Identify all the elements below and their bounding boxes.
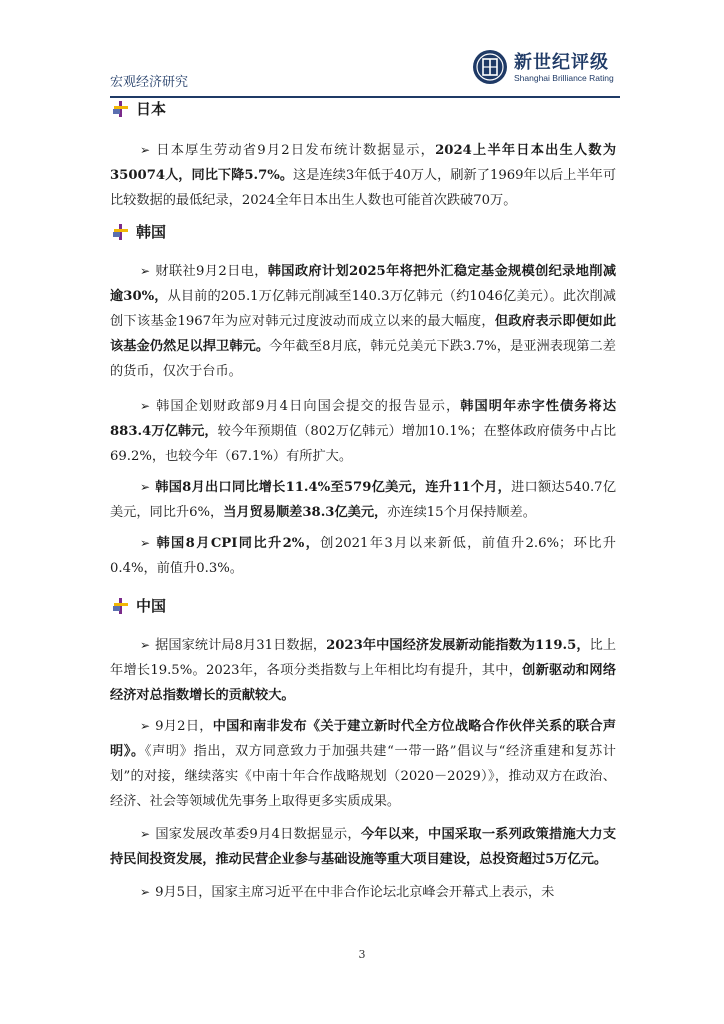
body-text: 从目前的205.1万亿韩元削减至140.3万亿韩元（约1046亿美元）。此次削减创下该基金1967年为应对韩元过度波动而成立以来的最大幅度， <box>110 289 616 329</box>
arrow-bullet-icon: ➢ <box>140 264 151 278</box>
body-text: 国家发展改革委9月4日数据显示， <box>155 827 361 842</box>
section-title: 中国 <box>136 597 167 615</box>
body-text: 较今年预期值（802万亿韩元）增加10.1%；在整体政府债务中占比69.2%，也较今年（67.1%）有所扩大。 <box>110 424 617 464</box>
body-text: 这是连续3年低于40万人，刷新了1969年以后上半年可比较数据的最低纪录，2024全年日本出生人数也可能首次跌破70万。 <box>110 168 617 208</box>
page-header <box>110 40 620 98</box>
body-text: 进口额达540.7亿美元，同比升6%， <box>110 480 617 520</box>
bullet-paragraph <box>110 822 616 872</box>
logo-emblem-icon <box>472 49 508 85</box>
section-bullet-icon <box>112 100 130 118</box>
arrow-bullet-icon: ➢ <box>140 480 151 494</box>
body-text: 今年截至8月底，韩元兑美元下跌3.7%，是亚洲表现第二差的货币，仅次于台币。 <box>110 339 616 379</box>
bullet-paragraph <box>110 880 616 905</box>
page-number: 3 <box>358 948 366 961</box>
body-text: 财联社9月2日电， <box>155 264 268 279</box>
emphasized-text: 但政府表示即便如此该基金仍然足以捍卫韩元。 <box>110 314 617 354</box>
arrow-bullet-icon: ➢ <box>140 827 151 841</box>
body-text: 9月2日， <box>155 719 213 734</box>
section-heading <box>110 221 616 243</box>
arrow-bullet-icon: ➢ <box>140 638 151 652</box>
bullet-paragraph <box>110 531 616 581</box>
emphasized-text: 韩国8月CPI同比升2%， <box>155 536 321 551</box>
brand-logo <box>472 46 620 88</box>
arrow-bullet-icon: ➢ <box>140 885 151 899</box>
body-text: 据国家统计局8月31日数据， <box>155 638 327 653</box>
section-heading <box>110 98 616 120</box>
arrow-bullet-icon: ➢ <box>140 719 151 733</box>
body-text: 日本厚生劳动省9月2日发布统计数据显示， <box>155 143 436 158</box>
emphasized-text: 创新驱动和网络经济对总指数增长的贡献较大。 <box>110 663 617 703</box>
emphasized-text: 今年以来，中国采取一系列政策措施大力支持民间投资发展，推动民营企业参与基础设施等重大项目建设，总投资超过5万亿元。 <box>110 827 617 867</box>
bullet-paragraph <box>110 259 616 384</box>
body-text: 亦连续15个月保持顺差。 <box>387 505 536 520</box>
bullet-paragraph <box>110 138 616 213</box>
emphasized-text: 韩国政府计划2025年将把外汇稳定基金规模创纪录地削减逾30%， <box>110 264 617 304</box>
bullet-paragraph <box>110 475 616 525</box>
section-heading <box>110 595 616 617</box>
body-text: 韩国企划财政部9月4日向国会提交的报告显示， <box>155 399 461 414</box>
emphasized-text: 韩国明年赤字性债务将达883.4万亿韩元， <box>110 399 617 439</box>
bullet-paragraph <box>110 394 616 469</box>
arrow-bullet-icon: ➢ <box>140 143 151 157</box>
section-title: 韩国 <box>136 223 167 241</box>
bullet-paragraph <box>110 633 616 708</box>
document-body <box>110 98 616 905</box>
body-text: 比上年增长19.5%。2023年，各项分类指数与上年相比均有提升，其中， <box>110 638 617 678</box>
logo-chinese-name: 新世纪评级 <box>514 52 609 73</box>
bullet-paragraph <box>110 714 616 814</box>
body-text: 创2021年3月以来新低，前值升2.6%；环比升0.4%，前值升0.3%。 <box>110 536 616 576</box>
section-bullet-icon <box>112 223 130 241</box>
arrow-bullet-icon: ➢ <box>140 399 151 413</box>
emphasized-text: 2024上半年日本出生人数为350074人，同比下降5.7%。 <box>110 143 617 183</box>
section-title: 日本 <box>136 100 167 118</box>
emphasized-text: 2023年中国经济发展新动能指数为119.5， <box>326 638 590 653</box>
arrow-bullet-icon: ➢ <box>140 536 151 550</box>
header-title: 宏观经济研究 <box>110 75 189 90</box>
body-text: 《声明》指出，双方同意致力于加强共建“一带一路”倡议与“经济重建和复苏计划”的对接，继续落实《中南十年合作战略规划（2020－2029）》，推动双方在政治、经济、社会等领域优先事务上取得更多实质成果。 <box>110 744 616 809</box>
section-bullet-icon <box>112 597 130 615</box>
body-text: 9月5日，国家主席习近平在中非合作论坛北京峰会开幕式上表示，未 <box>155 885 555 900</box>
logo-english-name: Shanghai Brilliance Rating <box>514 73 614 83</box>
emphasized-text: 当月贸易顺差38.3亿美元， <box>223 505 388 520</box>
emphasized-text: 中国和南非发布《关于建立新时代全方位战略合作伙伴关系的联合声明》。 <box>110 719 617 759</box>
emphasized-text: 韩国8月出口同比增长11.4%至579亿美元，连升11个月， <box>155 480 512 495</box>
